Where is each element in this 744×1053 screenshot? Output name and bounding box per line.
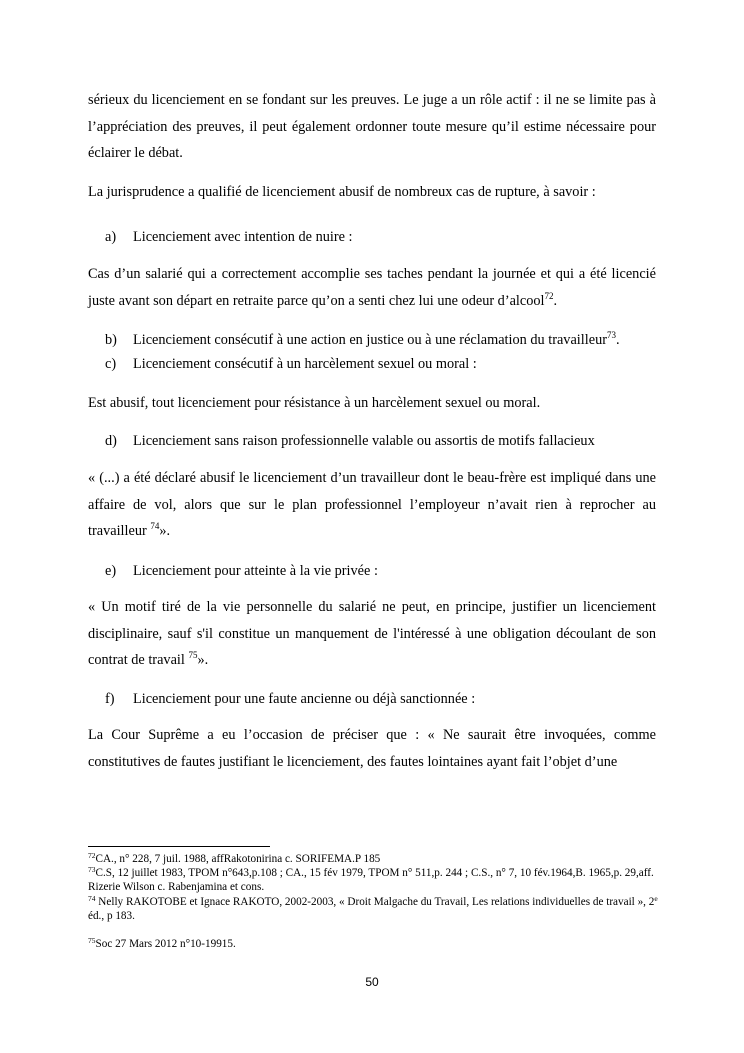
list-item-label: d) <box>105 433 117 449</box>
footnote-ref-72: 72 <box>544 290 554 301</box>
list-item-text: Licenciement sans raison professionnelle valable ou assortis de motifs fallacieux <box>133 433 595 449</box>
list-item-text: Licenciement avec intention de nuire : <box>133 229 353 245</box>
list-item-label: a) <box>105 229 117 245</box>
list-item-label: c) <box>105 356 117 372</box>
list-item-label: f) <box>105 691 115 707</box>
list-item-e <box>105 561 665 581</box>
footnote-73: $^{73}$C.S, 12 juillet 1983, TPOM n°643,p.108 ; CA., 15 fév 1979, TPOM n° 511,p. 244 ; C.S., n° 7, 10 fév.1964,B. 1965,p. 29,aff. Rizerie Wilson c. Rabenjamina et cons. <box>88 865 654 893</box>
paragraph-harassment: Est abusif, tout licenciement pour résistance à un harcèlement sexuel ou moral. <box>88 395 541 411</box>
list-item-d <box>105 431 665 451</box>
paragraph-alcohol-case: Cas d’un salarié qui a correctement accomplie ses taches pendant la journée et qui a été licencié juste avant son départ en retraite parce qu’on a senti chez lui une odeur d’alcool$^{72}$. <box>88 266 656 309</box>
list-item-c <box>105 354 665 374</box>
paragraph-text: « Un motif tiré de la vie personnelle du salarié ne peut, en principe, justifier un licenciement disciplinaire, sauf s'il constitue un manquement de l'intéressé à une obligation découlant de son contrat de travail <box>88 599 656 668</box>
paragraph-supreme-court: La Cour Suprême a eu l’occasion de préciser que : « Ne saurait être invoquées, comme constitutives de fautes justifiant le licenciement, des fautes lointaines ayant fait l’objet d’une <box>88 727 656 770</box>
list-item-text: Licenciement pour une faute ancienne ou déjà sanctionnée : <box>133 691 476 707</box>
paragraph-jurisprudence-intro: La jurisprudence a qualifié de licenciement abusif de nombreux cas de rupture, à savoir : <box>88 184 596 200</box>
footnote-72: $^{72}$CA., n° 228, 7 juil. 1988, affRakotonirina c. SORIFEMA.P 185 <box>88 851 381 865</box>
footnote-75: $^{75}$Soc 27 Mars 2012 n°10-19915. <box>88 936 236 950</box>
paragraph-judge-role: sérieux du licenciement en se fondant sur les preuves. Le juge a un rôle actif : il ne se limite pas à l’appréciation des preuves, il peut également ordonner toute mesure qu’il estime nécessaire pour éclairer le débat. <box>88 92 656 161</box>
list-item-b: b) Licenciement consécutif à une action en justice ou à une réclamation du travailleur$^{73}$. <box>105 330 620 348</box>
footnote-74: $^{74}$ Nelly RAKOTOBE et Ignace RAKOTO, 2002-2003, « Droit Malgache du Travail, Les relations individuelles de travail », 2e éd., p 183. <box>88 894 658 922</box>
list-item-text: Licenciement consécutif à un harcèlement sexuel ou moral : <box>133 356 477 372</box>
footnote-ref-74: 74 <box>150 521 160 531</box>
list-item-label: b) <box>105 332 117 348</box>
paragraph-text: Cas d’un salarié qui a correctement accomplie ses taches pendant la journée et qui a été licencié juste avant son départ en retraite parce qu’on a senti chez lui une odeur d’alcool <box>88 266 656 309</box>
footnote-separator <box>88 846 270 847</box>
paragraph-theft-case: « (...) a été déclaré abusif le licenciement d’un travailleur dont le beau-frère est impliqué dans une affaire de vol, alors que sur le plan professionnel l’employeur n’avait rien à reprocher au travailleur $^{74}$». <box>88 470 656 539</box>
footnote-ref-73: 73 <box>606 330 616 340</box>
list-item-f <box>105 689 665 709</box>
paragraph-text: « (...) a été déclaré abusif le licenciement d’un travailleur dont le beau-frère est impliqué dans une affaire de vol, alors que sur le plan professionnel l’employeur n’avait rien à reprocher au travailleur <box>88 470 656 539</box>
list-item-text: Licenciement pour atteinte à la vie privée : <box>133 563 378 579</box>
footnote-ref-75: 75 <box>188 650 198 660</box>
paragraph-private-life: « Un motif tiré de la vie personnelle du salarié ne peut, en principe, justifier un licenciement disciplinaire, sauf s'il constitue un manquement de l'intéressé à une obligation découlant de son contrat de travail $^{75}$». <box>88 599 656 668</box>
page-number: 50 <box>365 975 379 989</box>
list-item-a <box>105 227 665 247</box>
list-item-label: e) <box>105 563 117 579</box>
list-item-text: Licenciement consécutif à une action en justice ou à une réclamation du travailleur <box>133 332 607 348</box>
